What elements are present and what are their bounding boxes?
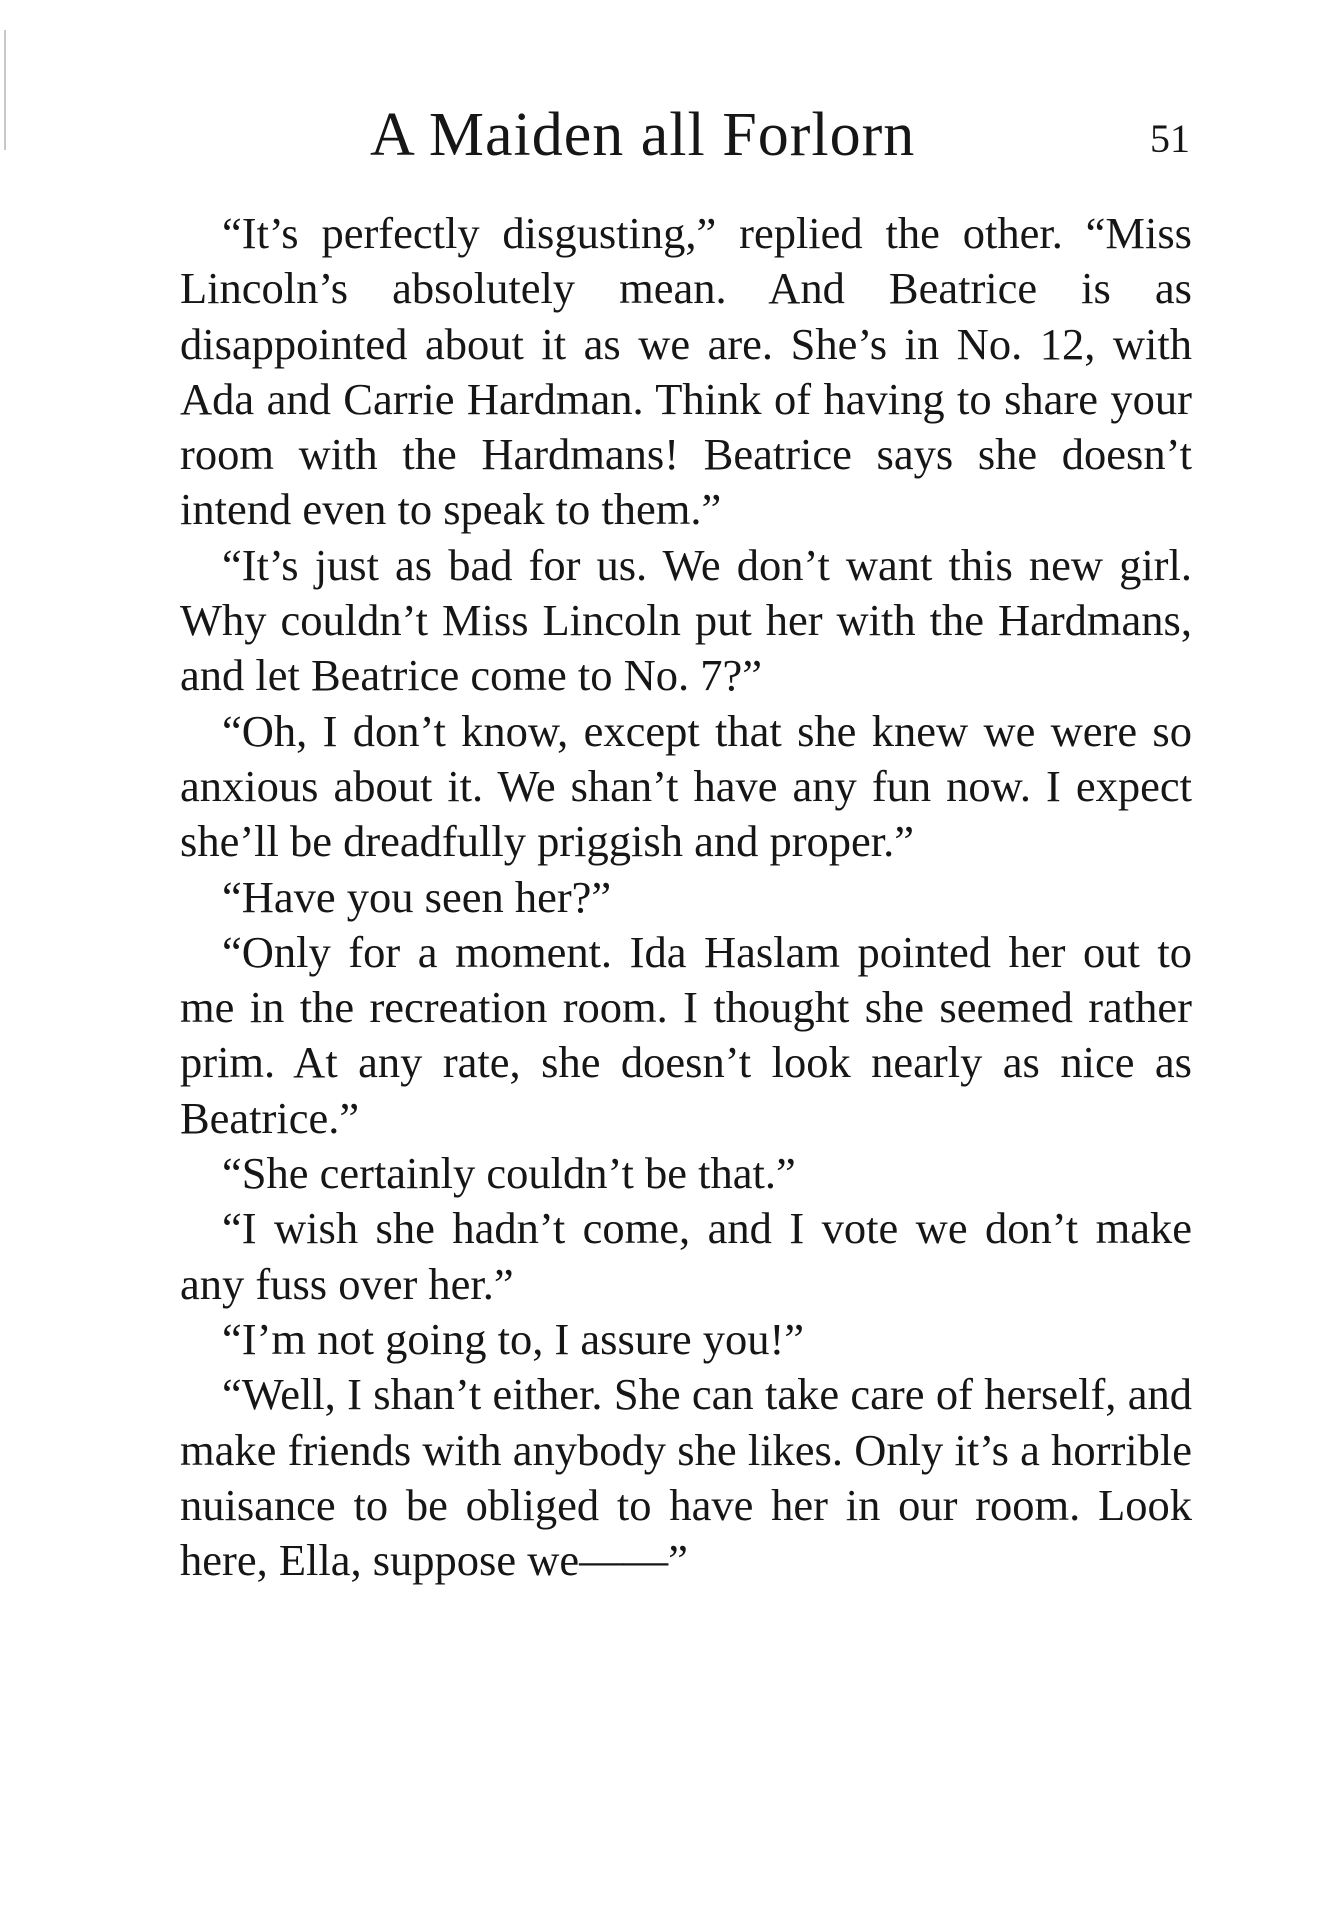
paragraph: “It’s just as bad for us. We don’t want this new girl. Why couldn’t Miss Lincoln put her with the Hardmans, and let Beatrice come to No. 7?” xyxy=(180,539,1192,701)
paragraph: “She certainly couldn’t be that.” xyxy=(222,1148,796,1199)
paragraph: “Oh, I don’t know, except that she knew we were so anxious about it. We shan’t have any fun now. I expect she’ll be dreadfully priggish and proper.” xyxy=(180,705,1192,867)
page-header xyxy=(180,100,1200,170)
paragraph: “I’m not going to, I assure you!” xyxy=(222,1313,805,1364)
paragraph: “Well, I shan’t either. She can take care of herself, and make friends with anybody she likes. Only it’s a horrible nuisance to be obliged to have her in our room. Look here, Ella, suppose we——” xyxy=(180,1369,1192,1586)
running-title: A Maiden all Forlorn xyxy=(370,101,916,169)
body-text xyxy=(180,206,1192,1588)
paragraph: “Have you seen her?” xyxy=(222,871,612,922)
paragraph: “It’s perfectly disgusting,” replied the other. “Miss Lincoln’s absolutely mean. And Beatrice is as disappointed about it as we are. She’s in No. 12, with Ada and Carrie Hardman. Think of having to share your room with the Hardmans! Beatrice says she doesn’t intend even to speak to them.” xyxy=(180,208,1192,535)
scan-edge-mark xyxy=(4,30,6,150)
paragraph: “Only for a moment. Ida Haslam pointed her out to me in the recreation room. I thought she seemed rather prim. At any rate, she doesn’t look nearly as nice as Beatrice.” xyxy=(180,926,1192,1143)
paragraph: “I wish she hadn’t come, and I vote we don’t make any fuss over her.” xyxy=(180,1203,1192,1309)
page-number: 51 xyxy=(1150,116,1190,161)
